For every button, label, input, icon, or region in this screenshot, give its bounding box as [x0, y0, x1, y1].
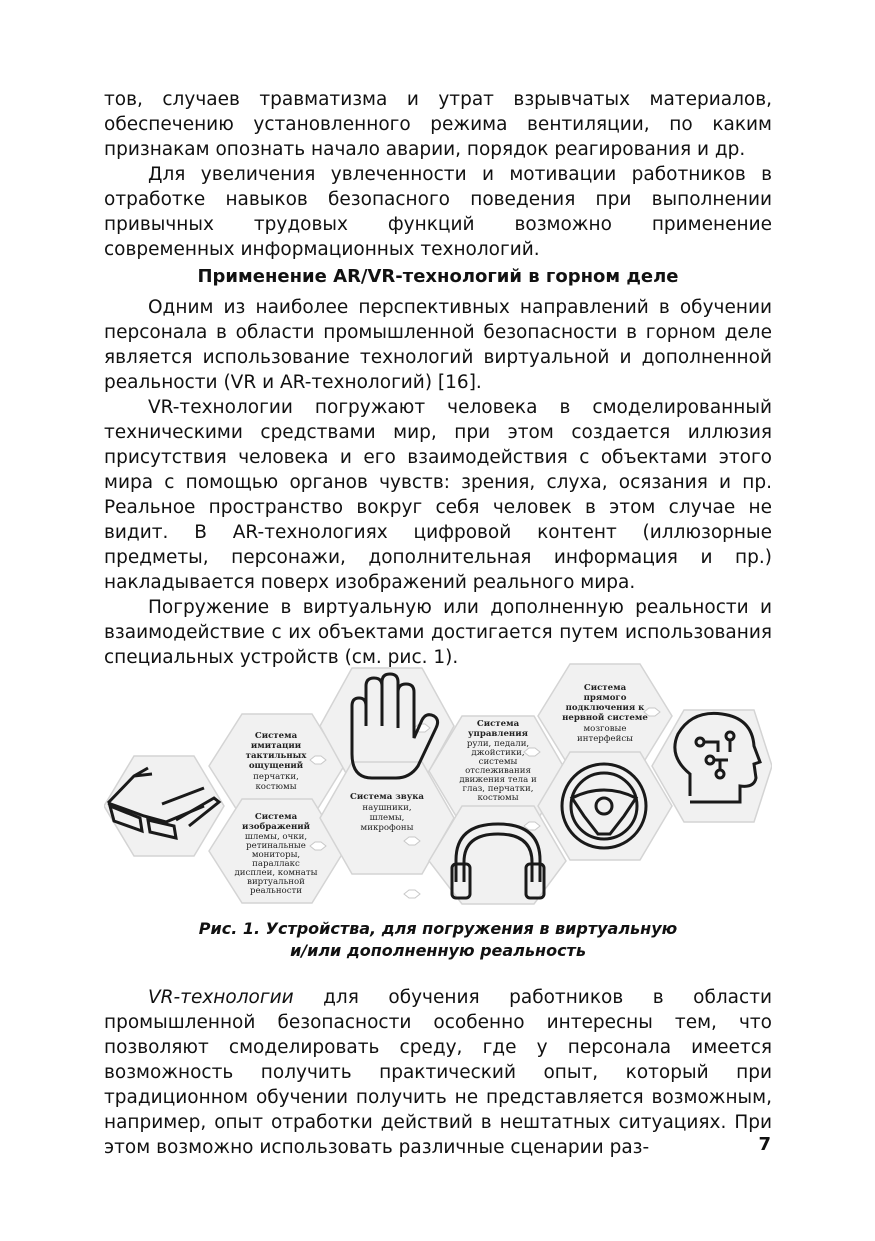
neural-title-4: нервной системе: [562, 713, 648, 723]
tactile-title-4: ощущений: [248, 761, 304, 771]
control-desc-7: костюмы: [477, 793, 519, 803]
sound-title: Система звука: [350, 792, 424, 802]
text-block-3: [104, 985, 772, 1160]
tactile-desc-2: костюмы: [255, 782, 297, 792]
images-desc-5: дисплеи, комнаты: [234, 868, 318, 878]
figure-caption: [104, 918, 772, 962]
control-desc-3: системы: [478, 757, 518, 767]
text-block-1: [104, 87, 772, 262]
hex-diagram: [104, 656, 772, 906]
text-block-2: [104, 295, 772, 670]
control-desc-6: глаз, перчатки,: [462, 784, 534, 794]
images-title-2: изображений: [241, 822, 311, 832]
images-title-1: Система: [254, 812, 298, 822]
neural-desc-1: мозговые: [583, 724, 627, 734]
neural-title-1: Система: [583, 683, 627, 693]
neural-desc-2: интерфейсы: [577, 734, 633, 744]
tactile-title-2: имитации: [250, 741, 302, 751]
control-title-2: управления: [468, 729, 528, 739]
images-desc-2: ретинальные: [246, 841, 306, 851]
neural-title-3: подключения к: [565, 703, 645, 713]
control-desc-1: рули, педали,: [466, 739, 530, 749]
control-desc-5: движения тела и: [459, 775, 537, 785]
tactile-desc-1: перчатки,: [253, 772, 299, 782]
paragraph-2: Для увеличения увлеченности и мотивации работников в отработке навыков безопасного поведения при выполнении привычных трудовых функций возможно применение современных информационных технологий.: [104, 164, 772, 260]
paragraph-6-italic: VR-технологии: [148, 987, 294, 1008]
images-desc-6: виртуальной: [247, 877, 305, 887]
paragraph-1: тов, случаев травматизма и утрат взрывчатых материалов, обеспечению установленного режима вентиляции, по каким признакам опознать начало аварии, порядок реагирования и др.: [104, 89, 772, 160]
images-desc-7: реальности: [249, 886, 303, 896]
tactile-title-3: тактильных: [245, 751, 307, 761]
sound-desc-1: наушники,: [362, 803, 412, 813]
control-desc-2: джойстики,: [471, 748, 525, 758]
page-number: 7: [758, 1134, 771, 1155]
paragraph-6: [104, 985, 772, 1160]
caption-line-2: и/или дополненную реальность: [290, 941, 586, 960]
sound-desc-3: микрофоны: [360, 823, 414, 833]
hex-glasses: [104, 756, 224, 856]
paragraph-6-rest: для обучения работников в области промышленной безопасности особенно интересны тем, что позволяют смоделировать среду, где у персонала имеется возможность получить практический опыт, который при традиционном обучении получить не представляется возможным, например, опыт отработки действий в нештатных ситуациях. При этом возможно использовать различные сценарии раз-: [104, 987, 772, 1158]
images-desc-4: параллакс: [252, 859, 300, 869]
images-desc-1: шлемы, очки,: [244, 832, 308, 842]
paragraph-5: Погружение в виртуальную или дополненную реальности и взаимодействие с их объектами достигается путем использования специальных устройств (см. рис. 1).: [104, 597, 772, 668]
paragraph-4: VR-технологии погружают человека в смоделированный техническими средствами мир, при этом создается иллюзия присутствия человека и его взаимодействия с объектами этого мира с помощью органов чувств: зрения, слуха, осязания и пр. Реальное пространство вокруг себя человек в этом случае не видит. В AR-технологиях цифровой контент (иллюзорные предметы, персонажи, дополнительная информация и пр.) накладывается поверх изображений реального мира.: [104, 397, 772, 593]
figure-devices: [104, 656, 772, 906]
neural-title-2: прямого: [583, 693, 627, 703]
sound-desc-2: шлемы,: [369, 813, 405, 823]
section: [104, 264, 772, 289]
control-title-1: Система: [476, 719, 520, 729]
tactile-title-1: Система: [254, 731, 298, 741]
caption-line-1: Рис. 1. Устройства, для погружения в виртуальную: [198, 919, 678, 938]
paragraph-3: Одним из наиболее перспективных направлений в обучении персонала в области промышленной безопасности в горном деле является использование технологий виртуальной и дополненной реальности (VR и AR-технологий) [16].: [104, 297, 772, 393]
images-desc-3: мониторы,: [251, 850, 301, 860]
section-heading: Применение AR/VR-технологий в горном деле: [197, 266, 679, 287]
control-desc-4: отслеживания: [465, 766, 531, 776]
